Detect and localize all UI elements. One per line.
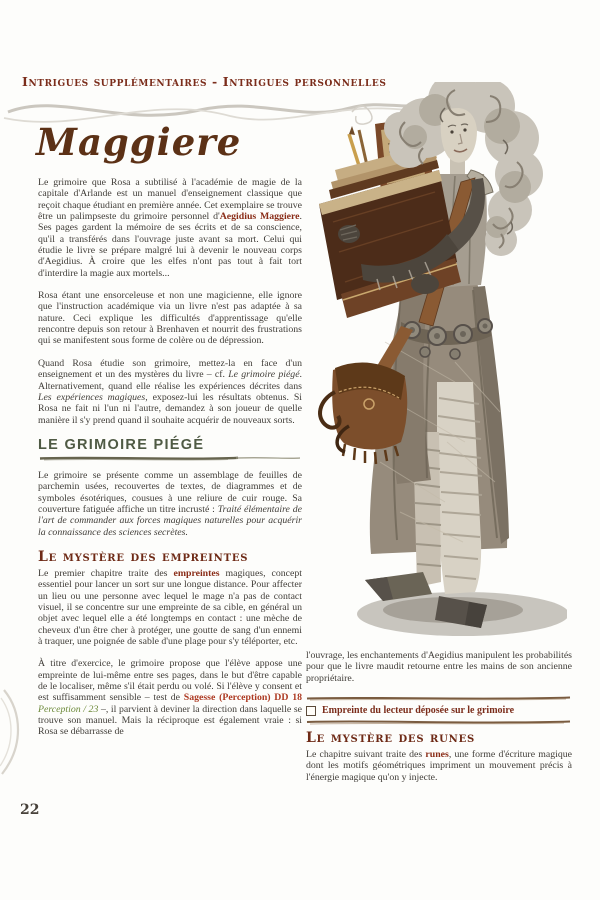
skill-check-alt-system: Perception / 23 [38,703,99,715]
paragraph-empreintes-concept [38,568,302,647]
text-segment: , exposez-lui les résultats obtenus. Si Rosa ne fait ni l'un ni l'autre, demandez à son joueur de quelle manière il s'y prend quand il souhaite acquérir de nouveaux sorts. [38,391,302,426]
section-heading-grimoire-piege: LE GRIMOIRE PIÉGÉ [38,436,205,453]
paragraph-runes-concept [306,749,572,783]
checkbox-icon[interactable] [306,706,316,716]
margin-flourish-ornament-icon [0,686,28,778]
page-number: 22 [20,802,40,818]
cross-reference: Le grimoire piégé [228,369,300,381]
paragraph-rosa-sorceress: Rosa étant une ensorceleuse et non une magicienne, elle ignore que l'instruction académique via un livre n'est pas adaptée à sa nature. Ceci explique les difficultés d'apprentissage qu'elle rencontre depuis son retour à Brenhaven et nourrit des frustrations qui se manifestent sous forme de colère ou de dépression. [38,290,302,347]
paragraph-cursed-book-returns: l'ouvrage, les enchantements d'Aegidius manipulent les probabilités pour que le livre maudit retourne entre les mains de son ancienne propriétaire. [306,650,572,684]
section-underline-stroke [38,455,302,462]
text-segment: magiques, concept essentiel pour lancer un sort sur une longue distance. Pour affecter un lieu ou une personne avec lequel le mage n'a pas de contact visuel, il se concentre sur une empreinte de sa cible, en général un objet avec lequel elle a été longtemps en contact : une mèche de cheveux d'un être cher à protéger, une goutte de sang d'un ennemi à traquer, une poignée de sable d'une plage pour s'y téléporter, etc. [38,567,302,647]
hand-drawn-rule [306,719,572,726]
text-segment: , une forme d'écriture magique dont les motifs géométriques impriment un mouvement précis à l'énergie magique qu'on y injecte. [306,749,572,783]
page-title: Maggiere [36,120,242,164]
checkbox-label: Empreinte du lecteur déposée sur le grimoire [322,705,515,717]
hand-drawn-rule [306,695,572,702]
cross-reference: Les expériences magiques [38,391,146,403]
keyword-runes: runes [425,749,449,761]
text-segment: Le chapitre suivant traite des [306,749,426,761]
text-segment: Le premier chapitre traite des [38,567,174,579]
aegidius-maggiere-name: Aegidius Maggiere [219,211,300,223]
subsection-heading-runes: Le mystère des runes [306,730,476,747]
paragraph-exercise-test [38,658,302,737]
text-segment: . Alternativement, quand elle réalise les expériences décrites dans [38,369,302,392]
paragraph-gm-advice [38,358,302,426]
chapter-header: Intrigues supplémentaires - Intrigues personnelles [22,74,387,89]
text-segment: Quand Rosa étudie son grimoire, mettez-la en face d'un enseignement et un des mystères du livre – cf. [38,357,302,381]
text-segment: . Ses pages gardent la mémoire de ses écrits et de sa conscience, qu'il a transférés dans l'ouvrage juste avant sa mort. Celui qui étudie le livre se prépare malgré lui à devenir le nouveau corps d'Aegidius. À croire que les elfes n'ont pas tout à fait tort d'interdire la magie aux mortels... [38,211,302,279]
left-column [38,177,302,738]
book-title-incrusted: Traité élémentaire de l'art de commander aux forces magiques naturelles pour acquérir la connaissance des sciences secrètes. [38,503,302,538]
reader-imprint-checkbox-row [306,705,572,717]
right-column [306,650,572,783]
illustration-woman-carrying-grimoires [305,82,567,660]
text-segment: –, il parvient à deviner la direction dans laquelle se trouve son manuel. Mais la réciproque est également vraie : si Rosa se débarrasse de [38,703,302,738]
paragraph-grimoire-origin [38,177,302,279]
paragraph-grimoire-description [38,470,302,538]
keyword-empreintes: empreintes [173,567,220,579]
skill-check-stat: Sagesse (Perception) DD 18 [183,692,302,704]
text-segment: Le grimoire se présente comme un assemblage de feuilles de parchemin usées, recouvertes de textes, de diagrammes et de symboles ésotériques, cousues à une reliure de cuir rouge. Sa couverture fatiguée affiche un titre incrusté : [38,469,302,515]
text-segment: Le grimoire que Rosa a subtilisé à l'académie de magie de la capitale d'Arlande est un manuel d'enseignement classique que reçoit chaque étudiant en première année. Cet exemplaire se trouve être un palimpseste du grimoire personnel d' [38,177,302,223]
text-segment: À titre d'exercice, le grimoire propose que l'élève appose une empreinte de lui-même entre ses pages, dans le but d'être capable de le localiser, même s'il était perdu ou volé. Si l'élève y consent et est suffisamment sensible – test de [38,658,302,704]
subsection-heading-empreintes: Le mystère des empreintes [38,548,249,565]
